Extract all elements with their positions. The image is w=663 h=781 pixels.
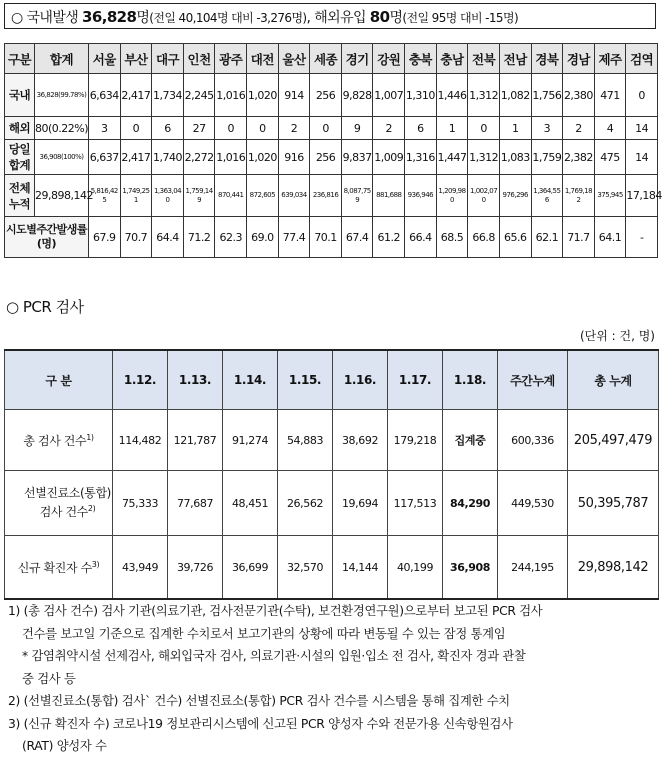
cell-value: 65.6	[499, 217, 531, 258]
column-header: 1.18.	[443, 350, 498, 410]
table-row	[5, 217, 658, 258]
cell-value: 32,570	[278, 536, 333, 600]
cell-value: 449,530	[498, 471, 568, 536]
cell-value: 639,034	[278, 175, 310, 217]
cell-value: 61.2	[373, 217, 405, 258]
cell-value: 5,816,425	[89, 175, 121, 217]
cell-value: 19,694	[333, 471, 388, 536]
cell-value: 67.4	[341, 217, 373, 258]
cell-value: 1,446	[436, 74, 468, 117]
cell-value: 91,274	[223, 410, 278, 471]
cell-value: 872,605	[247, 175, 279, 217]
cell-value: 64.1	[594, 217, 626, 258]
daily-summary-heading	[4, 3, 656, 29]
cell-value: 475	[594, 140, 626, 175]
cell-value: 48,451	[223, 471, 278, 536]
cell-value: 256	[310, 74, 342, 117]
column-header: 울산	[278, 44, 310, 74]
cell-value: 77,687	[168, 471, 223, 536]
cell-value: 916	[278, 140, 310, 175]
overseas-label: , 해외유입	[306, 10, 366, 26]
row-total: 36,828(99.78%)	[35, 74, 89, 117]
cell-value: 71.2	[183, 217, 215, 258]
cell-value: 1,310	[405, 74, 437, 117]
cell-value: 0	[247, 117, 279, 140]
domestic-label: 국내발생	[26, 10, 79, 26]
column-header: 1.14.	[223, 350, 278, 410]
column-header: 1.17.	[388, 350, 443, 410]
cell-value: 8,087,759	[341, 175, 373, 217]
cell-value: 67.9	[89, 217, 121, 258]
cell-value: 1,016	[215, 140, 247, 175]
cell-value: 9,837	[341, 140, 373, 175]
row-total: 29,898,142	[35, 175, 89, 217]
cell-value: 6	[405, 117, 437, 140]
column-header: 강원	[373, 44, 405, 74]
cell-value: 2	[563, 117, 595, 140]
cell-value: 84,290	[443, 471, 498, 536]
cell-value: 6,634	[89, 74, 121, 117]
row-label-screening-tests: 선별진료소(통합) 검사 건수$^{2)}$	[5, 471, 113, 536]
cell-value: 1,002,070	[468, 175, 500, 217]
column-header: 전북	[468, 44, 500, 74]
cell-value: 1,759,149	[183, 175, 215, 217]
cell-value: 50,395,787	[568, 471, 659, 536]
cell-value: 29,898,142	[568, 536, 659, 600]
cell-value: 69.0	[247, 217, 279, 258]
cell-value: 38,692	[333, 410, 388, 471]
footnote-1-note: * 감염취약시설 선제검사, 해외입국자 검사, 의료기관·시설의 입원·입소 전 검사, 확진자 경과 관찰	[22, 649, 526, 663]
column-header: 경기	[341, 44, 373, 74]
footnote-3: 3) (신규 확진자 수) 코로나19 정보관리시스템에 신고된 PCR 양성자 수와 전문가용 신속항원검사	[8, 716, 513, 731]
cell-value: 36,699	[223, 536, 278, 600]
cell-value: 600,336	[498, 410, 568, 471]
cell-value: 114,482	[113, 410, 168, 471]
cell-value: 914	[278, 74, 310, 117]
domestic-unit: 명	[136, 10, 150, 26]
column-header: 부산	[120, 44, 152, 74]
cell-value: 976,296	[499, 175, 531, 217]
pcr-section-title: ○ PCR 검사	[6, 298, 84, 316]
overseas-unit: 명	[389, 10, 403, 26]
column-header: 충남	[436, 44, 468, 74]
cell-value: 121,787	[168, 410, 223, 471]
cell-value: 1,749,251	[120, 175, 152, 217]
column-header: 1.16.	[333, 350, 388, 410]
cell-value: 1,363,040	[152, 175, 184, 217]
cell-value: 70.7	[120, 217, 152, 258]
cell-value: 117,513	[388, 471, 443, 536]
cell-value: 1,312	[468, 74, 500, 117]
cell-value: 179,218	[388, 410, 443, 471]
cell-value: 0	[468, 117, 500, 140]
cell-value: 62.3	[215, 217, 247, 258]
column-header: 제주	[594, 44, 626, 74]
cell-value: 40,199	[388, 536, 443, 600]
cell-value: 1,007	[373, 74, 405, 117]
cell-value: 1,316	[405, 140, 437, 175]
cell-value: 1,083	[499, 140, 531, 175]
cell-value: 870,441	[215, 175, 247, 217]
cell-value: 1,020	[247, 140, 279, 175]
cell-value: 936,946	[405, 175, 437, 217]
column-header: 총 누계	[568, 350, 659, 410]
cell-value: 1,756	[531, 74, 563, 117]
column-header: 검역	[626, 44, 658, 74]
cell-value: 1,209,980	[436, 175, 468, 217]
cell-value: 2,417	[120, 74, 152, 117]
cell-value: 6	[152, 117, 184, 140]
footnote-1-cont: 건수를 보고일 기준으로 집계한 수치로서 보고기관의 상황에 따라 변동될 수 있는 잠정 통계임	[22, 626, 506, 641]
table-row	[5, 117, 658, 140]
cell-value: 64.4	[152, 217, 184, 258]
cell-value: 1	[436, 117, 468, 140]
cell-value: 70.1	[310, 217, 342, 258]
domestic-change: (전일 40,104명 대비 -3,276명)	[149, 11, 307, 25]
cell-value: 77.4	[278, 217, 310, 258]
column-header: 주간누계	[498, 350, 568, 410]
cell-value: 14	[626, 140, 658, 175]
regional-cases-table	[4, 43, 662, 258]
cell-value: 2	[373, 117, 405, 140]
cell-value: 6,637	[89, 140, 121, 175]
pcr-test-table	[4, 349, 659, 600]
cell-value: 4	[594, 117, 626, 140]
cell-value: 1,740	[152, 140, 184, 175]
column-header: 합계	[35, 44, 89, 74]
cell-value: 75,333	[113, 471, 168, 536]
cell-value: 71.7	[563, 217, 595, 258]
cell-value: 17,184	[626, 175, 658, 217]
cell-value: 2,417	[120, 140, 152, 175]
row-total: 36,908(100%)	[35, 140, 89, 175]
cell-value: 43,949	[113, 536, 168, 600]
cell-value: 244,195	[498, 536, 568, 600]
footnote-1-note-cont: 중 검사 등	[22, 671, 76, 686]
footnote-2: 2) (선별진료소(통합) 검사` 건수) 선별진료소(통합) PCR 검사 건수를 시스템을 통해 집계한 수치	[8, 694, 510, 708]
column-header: 1.12.	[113, 350, 168, 410]
overseas-count: 80	[369, 8, 390, 26]
row-label-new-cases: 신규 확진자 수$^{3)}$	[5, 536, 113, 600]
cell-value: 0	[626, 74, 658, 117]
column-header: 1.15.	[278, 350, 333, 410]
cell-value: 0	[310, 117, 342, 140]
column-header: 구 분	[5, 350, 113, 410]
column-header: 세종	[310, 44, 342, 74]
column-header: 구분	[5, 44, 35, 74]
cell-value: 54,883	[278, 410, 333, 471]
cell-value: 2,245	[183, 74, 215, 117]
row-label: 당일 합계	[5, 140, 35, 175]
cell-value: 3	[531, 117, 563, 140]
domestic-count: 36,828	[82, 8, 137, 26]
cell-value: 1,312	[468, 140, 500, 175]
cell-value: 2,380	[563, 74, 595, 117]
column-header: 충북	[405, 44, 437, 74]
cell-value: 14,144	[333, 536, 388, 600]
cell-value: 62.1	[531, 217, 563, 258]
cell-value: 1,734	[152, 74, 184, 117]
cell-value: 1,364,556	[531, 175, 563, 217]
table-row	[5, 74, 658, 117]
circle-bullet: ○	[11, 10, 23, 26]
cell-value: -	[626, 217, 658, 258]
column-header: 경남	[563, 44, 595, 74]
cell-value: 9	[341, 117, 373, 140]
cell-value: 2,382	[563, 140, 595, 175]
column-header: 전남	[499, 44, 531, 74]
cell-value: 2	[278, 117, 310, 140]
overseas-change: (전일 95명 대비 -15명)	[402, 11, 519, 25]
cell-value: 집계중	[443, 410, 498, 471]
cell-value: 14	[626, 117, 658, 140]
table-row	[5, 175, 658, 217]
footnote-1: 1) (총 검사 건수) 검사 기관(의료기관, 검사전문기관(수탁), 보건환경연구원)으로부터 보고된 PCR 검사	[8, 604, 543, 618]
column-header: 서울	[89, 44, 121, 74]
row-total: 80(0.22%)	[35, 117, 89, 140]
cell-value: 1,016	[215, 74, 247, 117]
cell-value: 375,945	[594, 175, 626, 217]
cell-value: 9,828	[341, 74, 373, 117]
row-label: 국내	[5, 74, 35, 117]
cell-value: 205,497,479	[568, 410, 659, 471]
cell-value: 68.5	[436, 217, 468, 258]
cell-value: 236,816	[310, 175, 342, 217]
cell-value: 1,082	[499, 74, 531, 117]
cell-value: 256	[310, 140, 342, 175]
cell-value: 1,769,182	[563, 175, 595, 217]
column-header: 경북	[531, 44, 563, 74]
column-header: 인천	[183, 44, 215, 74]
footnote-3-cont: (RAT) 양성자 수	[22, 739, 107, 753]
cell-value: 1,447	[436, 140, 468, 175]
cell-value: 26,562	[278, 471, 333, 536]
column-header: 광주	[215, 44, 247, 74]
cell-value: 1	[499, 117, 531, 140]
column-header: 대전	[247, 44, 279, 74]
cell-value: 66.8	[468, 217, 500, 258]
row-label-total-tests: 총 검사 건수$^{1)}$	[5, 410, 113, 471]
footnotes	[8, 600, 658, 758]
cell-value: 2,272	[183, 140, 215, 175]
row-label: 해외	[5, 117, 35, 140]
cell-value: 66.4	[405, 217, 437, 258]
row-label: 시도별주간발생률(명)	[5, 217, 89, 258]
column-header: 1.13.	[168, 350, 223, 410]
cell-value: 0	[215, 117, 247, 140]
table-row	[5, 140, 658, 175]
cell-value: 0	[120, 117, 152, 140]
cell-value: 471	[594, 74, 626, 117]
cell-value: 39,726	[168, 536, 223, 600]
column-header: 대구	[152, 44, 184, 74]
unit-note: (단위 : 건, 명)	[579, 329, 655, 343]
cell-value: 36,908	[443, 536, 498, 600]
cell-value: 881,688	[373, 175, 405, 217]
cell-value: 1,009	[373, 140, 405, 175]
row-label: 전체 누적	[5, 175, 35, 217]
cell-value: 27	[183, 117, 215, 140]
cell-value: 3	[89, 117, 121, 140]
cell-value: 1,020	[247, 74, 279, 117]
cell-value: 1,759	[531, 140, 563, 175]
